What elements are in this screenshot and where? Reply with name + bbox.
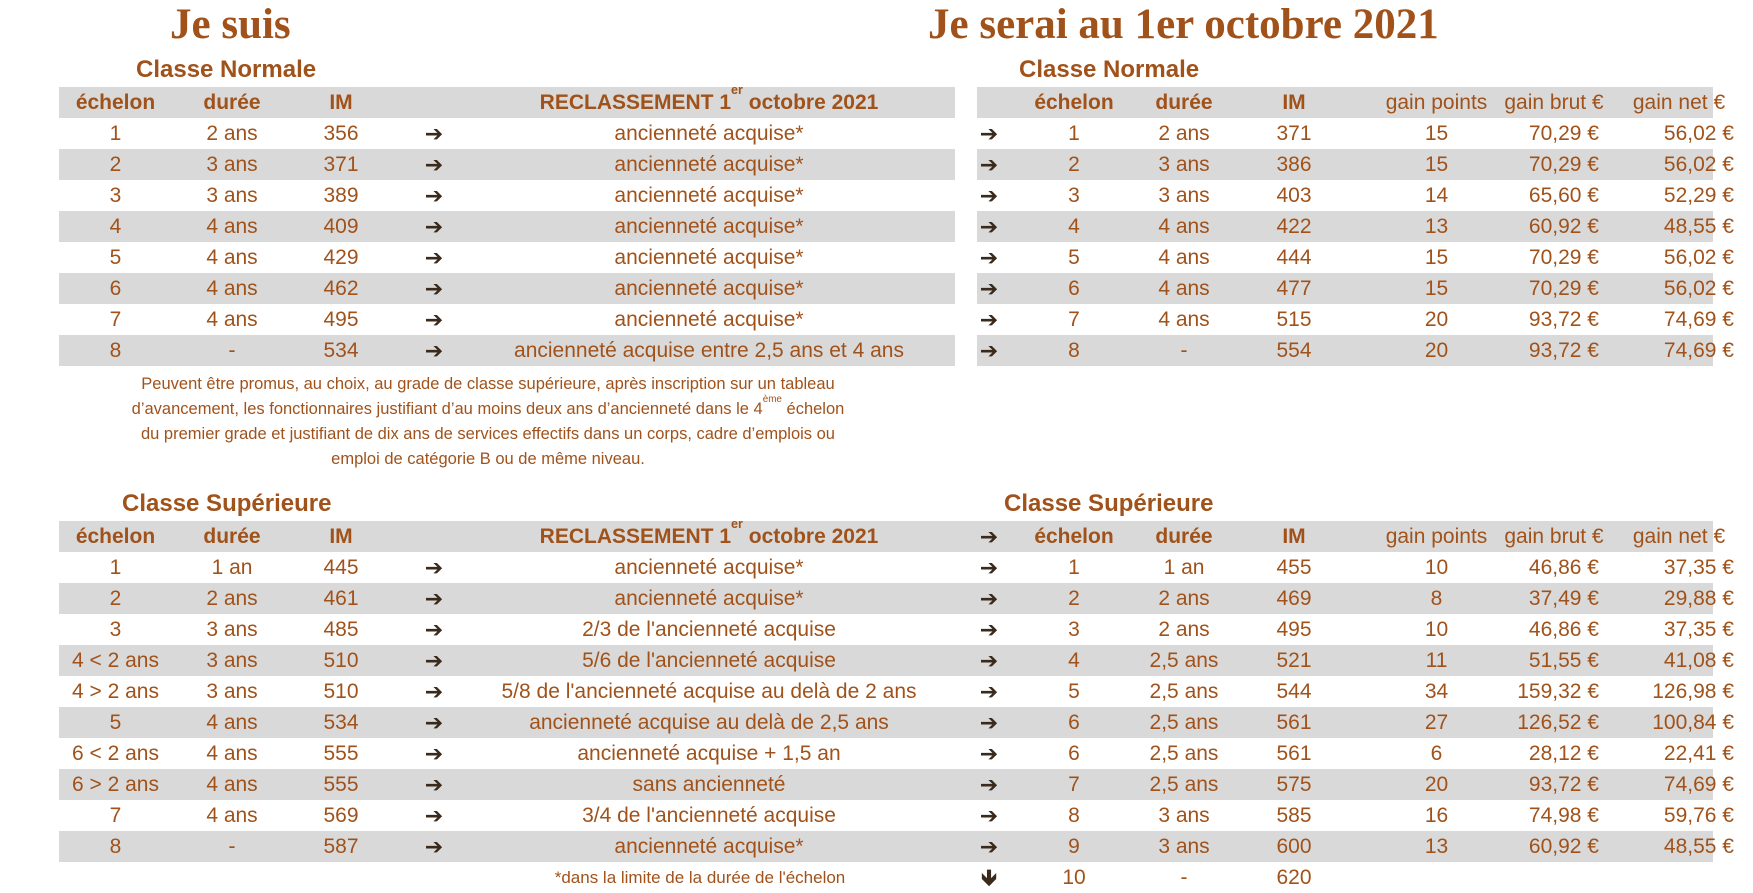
- row-duree: 4 ans: [206, 773, 258, 796]
- row-reclassement: ancienneté acquise*: [614, 835, 804, 858]
- row-echelon-new: 6: [1068, 277, 1080, 300]
- row-echelon: 5: [109, 246, 122, 269]
- table-row: [59, 552, 1734, 583]
- row-gain-brut: 70,29 €: [1528, 277, 1599, 300]
- row-echelon-new: 2: [1068, 153, 1080, 176]
- row-duree: 3 ans: [206, 680, 258, 703]
- row-gain-net: 29,88 €: [1663, 587, 1734, 610]
- row-duree-new: 2,5 ans: [1149, 649, 1219, 672]
- table-row: [59, 273, 1734, 304]
- row-echelon-new: 3: [1068, 618, 1080, 641]
- row-im: 510: [323, 649, 359, 672]
- row-im-new: 554: [1276, 339, 1312, 362]
- row-reclassement: ancienneté acquise*: [614, 122, 804, 145]
- table-row: [59, 242, 1734, 273]
- row-im: 389: [323, 184, 359, 207]
- row-echelon: 1: [109, 556, 122, 579]
- table-row: [59, 149, 1734, 180]
- row-gain-net: 37,35 €: [1663, 556, 1734, 579]
- note-line-4: emploi de catégorie B ou de même niveau.: [331, 450, 645, 468]
- row-echelon-new: 7: [1068, 773, 1080, 796]
- row-echelon: 6 > 2 ans: [72, 773, 159, 796]
- right-arrow-icon: ➔: [424, 307, 444, 332]
- row-im-new: 561: [1276, 711, 1312, 734]
- classe-normale-rows: [59, 118, 1734, 366]
- row-gain-points: 14: [1424, 184, 1449, 207]
- row-gain-net: 56,02 €: [1663, 153, 1734, 176]
- row-duree: 4 ans: [206, 711, 258, 734]
- row-gain-net: 74,69 €: [1663, 308, 1734, 331]
- row-reclassement: 3/4 de l'ancienneté acquise: [582, 804, 836, 827]
- right-arrow-icon: ➔: [424, 834, 444, 859]
- right-arrow-icon: ➔: [979, 214, 999, 239]
- right-arrow-icon: ➔: [979, 803, 999, 828]
- right-arrow-icon: ➔: [979, 648, 999, 673]
- right-arrow-icon: ➔: [979, 679, 999, 704]
- classe-superieure-table: [59, 517, 1734, 893]
- right-arrow-icon: ➔: [424, 679, 444, 704]
- classe-normale-title-left: Classe Normale: [136, 56, 317, 83]
- right-arrow-icon: ➔: [424, 586, 444, 611]
- row-reclassement: ancienneté acquise au delà de 2,5 ans: [529, 711, 889, 734]
- row-duree-new: 2,5 ans: [1149, 711, 1219, 734]
- header-echelon-new: échelon: [1034, 525, 1114, 548]
- table-row: [59, 769, 1734, 800]
- row-duree: 2 ans: [206, 587, 258, 610]
- table-row: [59, 831, 1734, 862]
- header-echelon: échelon: [75, 91, 156, 114]
- right-arrow-icon: ➔: [424, 741, 444, 766]
- row-gain-net: 22,41 €: [1663, 742, 1734, 765]
- row-gain-net: 52,29 €: [1663, 184, 1734, 207]
- header-reclassement-tail: octobre 2021: [742, 525, 879, 548]
- row-echelon-new: 7: [1068, 308, 1080, 331]
- table-row: [59, 676, 1734, 707]
- table-row: [59, 707, 1734, 738]
- row-gain-points: 8: [1430, 587, 1443, 610]
- row-im-new: 469: [1276, 587, 1312, 610]
- note-line-2-pre: d’avancement, les fonctionnaires justifiant d’au moins deux ans d’ancienneté dans le 4: [131, 400, 763, 418]
- right-arrow-icon: ➔: [424, 152, 444, 177]
- row-echelon-new: 5: [1068, 680, 1080, 703]
- final-im-new: 620: [1276, 866, 1312, 889]
- row-echelon: 8: [109, 339, 122, 362]
- row-im-new: 544: [1276, 680, 1312, 703]
- row-echelon: 7: [109, 308, 122, 331]
- row-gain-net: 126,98 €: [1652, 680, 1734, 703]
- row-reclassement: 2/3 de l'ancienneté acquise: [582, 618, 836, 641]
- row-gain-net: 37,35 €: [1663, 618, 1734, 641]
- row-reclassement: ancienneté acquise*: [614, 308, 804, 331]
- classe-normale-table: [59, 83, 1734, 366]
- row-echelon: 8: [109, 835, 122, 858]
- row-gain-brut: 93,72 €: [1528, 773, 1599, 796]
- row-duree: 4 ans: [206, 277, 258, 300]
- note-line-3: du premier grade et justifiant de dix ans de services effectifs dans un corps, cadre d’emplois ou: [141, 425, 835, 443]
- row-echelon-new: 9: [1068, 835, 1080, 858]
- note-line-1: Peuvent être promus, au choix, au grade de classe supérieure, après inscription sur un tableau: [141, 375, 835, 393]
- classe-superieure-title-right: Classe Supérieure: [1004, 490, 1214, 517]
- header-reclassement-sup: er: [731, 83, 743, 98]
- row-im-new: 455: [1276, 556, 1312, 579]
- row-im: 555: [323, 742, 359, 765]
- row-echelon: 6: [109, 277, 122, 300]
- row-duree: 4 ans: [206, 742, 258, 765]
- header-duree: durée: [203, 525, 261, 548]
- row-reclassement: ancienneté acquise entre 2,5 ans et 4 ans: [514, 339, 904, 362]
- row-im-new: 575: [1276, 773, 1312, 796]
- row-im: 461: [323, 587, 359, 610]
- note-line-2-post: échelon: [781, 400, 845, 418]
- row-gain-brut: 46,86 €: [1528, 618, 1599, 641]
- row-gain-points: 20: [1424, 308, 1449, 331]
- row-im: 485: [323, 618, 359, 641]
- title-right: Je serai au 1er octobre 2021: [928, 1, 1439, 48]
- right-arrow-icon: ➔: [424, 338, 444, 363]
- row-echelon: 4: [109, 215, 122, 238]
- right-arrow-icon: ➔: [979, 524, 999, 549]
- row-duree-new: 4 ans: [1158, 308, 1210, 331]
- right-arrow-icon: ➔: [424, 555, 444, 580]
- right-arrow-icon: ➔: [979, 183, 999, 208]
- row-duree-new: 2,5 ans: [1149, 742, 1219, 765]
- classe-superieure-title-left: Classe Supérieure: [122, 490, 332, 517]
- row-im: 534: [323, 339, 359, 362]
- right-arrow-icon: ➔: [424, 772, 444, 797]
- row-im-new: 600: [1276, 835, 1312, 858]
- row-echelon: 2: [109, 587, 122, 610]
- header-duree-new: durée: [1155, 525, 1213, 548]
- right-arrow-icon: ➔: [979, 586, 999, 611]
- header-echelon: échelon: [75, 525, 156, 548]
- row-reclassement: ancienneté acquise*: [614, 153, 804, 176]
- row-duree-new: 2,5 ans: [1149, 680, 1219, 703]
- row-duree: 3 ans: [206, 153, 258, 176]
- row-duree: 3 ans: [206, 649, 258, 672]
- right-arrow-icon: ➔: [424, 245, 444, 270]
- table-row: [59, 800, 1734, 831]
- row-gain-net: 56,02 €: [1663, 122, 1734, 145]
- row-im: 429: [323, 246, 359, 269]
- row-im: 587: [323, 835, 359, 858]
- row-echelon: 4 > 2 ans: [72, 680, 159, 703]
- row-echelon: 4 < 2 ans: [72, 649, 159, 672]
- right-arrow-icon: ➔: [979, 617, 999, 642]
- row-echelon-new: 6: [1068, 742, 1080, 765]
- row-echelon: 3: [109, 184, 122, 207]
- row-reclassement: ancienneté acquise*: [614, 215, 804, 238]
- row-duree: 4 ans: [206, 246, 258, 269]
- row-gain-brut: 28,12 €: [1528, 742, 1599, 765]
- row-gain-net: 56,02 €: [1663, 277, 1734, 300]
- row-gain-net: 74,69 €: [1663, 773, 1734, 796]
- row-duree-new: 3 ans: [1158, 835, 1210, 858]
- header-echelon-new: échelon: [1034, 91, 1114, 114]
- row-reclassement: ancienneté acquise*: [614, 277, 804, 300]
- table-row: [59, 304, 1734, 335]
- row-duree: 4 ans: [206, 804, 258, 827]
- row-duree-new: 4 ans: [1158, 277, 1210, 300]
- row-gain-brut: 93,72 €: [1528, 308, 1599, 331]
- header-reclassement: [469, 517, 949, 552]
- table-row: [59, 118, 1734, 149]
- row-duree-new: 2 ans: [1158, 122, 1210, 145]
- row-echelon-new: 8: [1068, 339, 1080, 362]
- row-gain-brut: 126,52 €: [1517, 711, 1599, 734]
- right-arrow-icon: ➔: [424, 214, 444, 239]
- header-gain-points: gain points: [1385, 525, 1488, 548]
- row-duree: 3 ans: [206, 618, 258, 641]
- row-gain-points: 11: [1425, 649, 1448, 672]
- row-gain-points: 20: [1424, 773, 1449, 796]
- row-gain-points: 10: [1424, 618, 1449, 641]
- table-row: [59, 614, 1734, 645]
- right-arrow-icon: ➔: [424, 276, 444, 301]
- row-echelon: 1: [109, 122, 122, 145]
- header-gain-brut: gain brut €: [1504, 525, 1604, 548]
- row-duree-new: 2 ans: [1158, 587, 1210, 610]
- row-gain-points: 15: [1424, 246, 1449, 269]
- table-row: [59, 645, 1734, 676]
- row-echelon-new: 1: [1068, 556, 1080, 579]
- row-echelon-new: 4: [1068, 215, 1080, 238]
- row-im: 356: [323, 122, 359, 145]
- row-im-new: 521: [1276, 649, 1312, 672]
- row-im-new: 515: [1276, 308, 1312, 331]
- row-echelon-new: 4: [1068, 649, 1080, 672]
- row-reclassement: ancienneté acquise*: [614, 587, 804, 610]
- row-duree: 2 ans: [206, 122, 258, 145]
- row-gain-points: 15: [1424, 153, 1449, 176]
- row-gain-brut: 70,29 €: [1528, 153, 1599, 176]
- row-duree-new: 4 ans: [1158, 215, 1210, 238]
- promotion-note: [66, 372, 910, 472]
- row-im-new: 561: [1276, 742, 1312, 765]
- row-gain-net: 74,69 €: [1663, 339, 1734, 362]
- row-echelon-new: 6: [1068, 711, 1080, 734]
- header-duree-new: durée: [1155, 91, 1213, 114]
- table-row: [59, 211, 1734, 242]
- right-arrow-icon: ➔: [424, 121, 444, 146]
- row-gain-brut: 46,86 €: [1528, 556, 1599, 579]
- right-arrow-icon: ➔: [979, 772, 999, 797]
- header-im-new: IM: [1282, 525, 1306, 548]
- table-row: [59, 335, 1734, 366]
- classe-superieure-rows: [59, 552, 1734, 862]
- table-header-row: [59, 83, 1726, 118]
- row-duree-new: 2,5 ans: [1149, 773, 1219, 796]
- right-arrow-icon: ➔: [424, 617, 444, 642]
- row-gain-brut: 70,29 €: [1528, 246, 1599, 269]
- header-im-new: IM: [1282, 91, 1306, 114]
- row-echelon-new: 5: [1068, 246, 1080, 269]
- final-duree-new: -: [1180, 866, 1188, 889]
- row-echelon-new: 8: [1068, 804, 1080, 827]
- row-gain-brut: 51,55 €: [1528, 649, 1599, 672]
- row-im: 371: [323, 153, 359, 176]
- row-reclassement: sans ancienneté: [632, 773, 786, 796]
- row-im-new: 444: [1276, 246, 1312, 269]
- row-gain-brut: 60,92 €: [1528, 835, 1599, 858]
- row-duree-new: 3 ans: [1158, 184, 1210, 207]
- header-reclassement-sup: er: [731, 517, 743, 532]
- right-arrow-icon: ➔: [424, 648, 444, 673]
- header-duree: durée: [203, 91, 261, 114]
- header-gain-brut: gain brut €: [1504, 91, 1604, 114]
- row-gain-points: 10: [1424, 556, 1449, 579]
- final-row: [59, 862, 1713, 893]
- row-im: 462: [323, 277, 359, 300]
- right-arrow-icon: ➔: [979, 710, 999, 735]
- row-im: 555: [323, 773, 359, 796]
- final-echelon-new: 10: [1062, 866, 1086, 889]
- row-echelon-new: 2: [1068, 587, 1080, 610]
- row-reclassement: ancienneté acquise*: [614, 184, 804, 207]
- row-reclassement: 5/6 de l'ancienneté acquise: [582, 649, 836, 672]
- row-gain-points: 27: [1424, 711, 1449, 734]
- classe-normale-title-right: Classe Normale: [1019, 56, 1200, 83]
- right-arrow-icon: ➔: [979, 555, 999, 580]
- right-arrow-icon: ➔: [979, 245, 999, 270]
- right-arrow-icon: ➔: [979, 121, 999, 146]
- right-arrow-icon: ➔: [424, 710, 444, 735]
- row-echelon: 3: [109, 618, 122, 641]
- row-gain-brut: 74,98 €: [1528, 804, 1599, 827]
- row-im-new: 585: [1276, 804, 1312, 827]
- row-duree: 4 ans: [206, 215, 258, 238]
- table-row: [59, 583, 1734, 614]
- row-gain-brut: 93,72 €: [1528, 339, 1599, 362]
- right-arrow-icon: ➔: [979, 741, 999, 766]
- row-reclassement: ancienneté acquise*: [614, 246, 804, 269]
- header-reclassement-tail: octobre 2021: [742, 91, 879, 114]
- row-reclassement: ancienneté acquise*: [614, 556, 804, 579]
- row-im-new: 477: [1276, 277, 1312, 300]
- header-im: IM: [329, 91, 353, 114]
- row-gain-net: 48,55 €: [1663, 215, 1734, 238]
- row-gain-points: 15: [1424, 277, 1449, 300]
- row-im: 409: [323, 215, 359, 238]
- right-arrow-icon: ➔: [979, 276, 999, 301]
- row-gain-points: 6: [1430, 742, 1443, 765]
- row-duree-new: 2 ans: [1158, 618, 1210, 641]
- row-echelon: 7: [109, 804, 122, 827]
- right-arrow-icon: ➔: [979, 834, 999, 859]
- row-reclassement: ancienneté acquise + 1,5 an: [577, 742, 841, 765]
- row-gain-brut: 37,49 €: [1528, 587, 1599, 610]
- right-arrow-icon: ➔: [979, 307, 999, 332]
- row-gain-net: 41,08 €: [1663, 649, 1734, 672]
- row-gain-points: 13: [1424, 215, 1449, 238]
- note-line-2-sup: ème: [762, 394, 782, 406]
- row-gain-net: 56,02 €: [1663, 246, 1734, 269]
- band-gap: [955, 87, 977, 118]
- row-duree-new: 4 ans: [1158, 246, 1210, 269]
- row-im: 495: [323, 308, 359, 331]
- row-gain-brut: 60,92 €: [1528, 215, 1599, 238]
- title-left: Je suis: [170, 1, 291, 48]
- row-gain-points: 16: [1424, 804, 1449, 827]
- row-gain-brut: 65,60 €: [1528, 184, 1599, 207]
- table-row: [59, 738, 1734, 769]
- row-im-new: 422: [1276, 215, 1312, 238]
- table-header-row: [59, 517, 1726, 552]
- footnote: *dans la limite de la durée de l'échelon: [554, 868, 846, 887]
- row-duree: 1 an: [211, 556, 253, 579]
- row-duree-new: 3 ans: [1158, 153, 1210, 176]
- right-arrow-icon: ➔: [424, 803, 444, 828]
- row-gain-points: 13: [1424, 835, 1449, 858]
- header-im: IM: [329, 525, 353, 548]
- header-reclassement: [469, 83, 949, 118]
- right-arrow-icon: ➔: [979, 152, 999, 177]
- row-gain-brut: 159,32 €: [1517, 680, 1599, 703]
- row-gain-brut: 70,29 €: [1528, 122, 1599, 145]
- row-duree-new: 1 an: [1163, 556, 1205, 579]
- row-duree: -: [228, 835, 236, 858]
- row-duree-new: 3 ans: [1158, 804, 1210, 827]
- table-row: [59, 180, 1734, 211]
- row-echelon: 6 < 2 ans: [72, 742, 159, 765]
- row-duree-new: -: [1180, 339, 1188, 362]
- row-duree: 3 ans: [206, 184, 258, 207]
- row-gain-points: 20: [1424, 339, 1449, 362]
- row-gain-points: 15: [1424, 122, 1449, 145]
- row-echelon-new: 3: [1068, 184, 1080, 207]
- row-echelon: 5: [109, 711, 122, 734]
- right-arrow-icon: ➔: [979, 338, 999, 363]
- row-im: 569: [323, 804, 359, 827]
- header-gain-points: gain points: [1385, 91, 1488, 114]
- row-gain-net: 100,84 €: [1652, 711, 1734, 734]
- row-duree: 4 ans: [206, 308, 258, 331]
- down-arrow-icon: 🡻: [981, 865, 997, 890]
- row-im-new: 495: [1276, 618, 1312, 641]
- row-im: 534: [323, 711, 359, 734]
- right-arrow-icon: ➔: [424, 183, 444, 208]
- header-reclassement-main: RECLASSEMENT 1: [539, 525, 732, 548]
- header-gain-net: gain net €: [1632, 525, 1726, 548]
- row-gain-net: 59,76 €: [1663, 804, 1734, 827]
- header-gain-net: gain net €: [1632, 91, 1726, 114]
- row-reclassement: 5/8 de l'ancienneté acquise au delà de 2 ans: [501, 680, 917, 703]
- row-im-new: 403: [1276, 184, 1312, 207]
- header-reclassement-main: RECLASSEMENT 1: [539, 91, 732, 114]
- row-im-new: 371: [1276, 122, 1312, 145]
- row-im: 445: [323, 556, 359, 579]
- row-duree: -: [228, 339, 236, 362]
- row-echelon: 2: [109, 153, 122, 176]
- row-gain-points: 34: [1424, 680, 1449, 703]
- row-gain-net: 48,55 €: [1663, 835, 1734, 858]
- row-im: 510: [323, 680, 359, 703]
- row-im-new: 386: [1276, 153, 1312, 176]
- row-echelon-new: 1: [1068, 122, 1080, 145]
